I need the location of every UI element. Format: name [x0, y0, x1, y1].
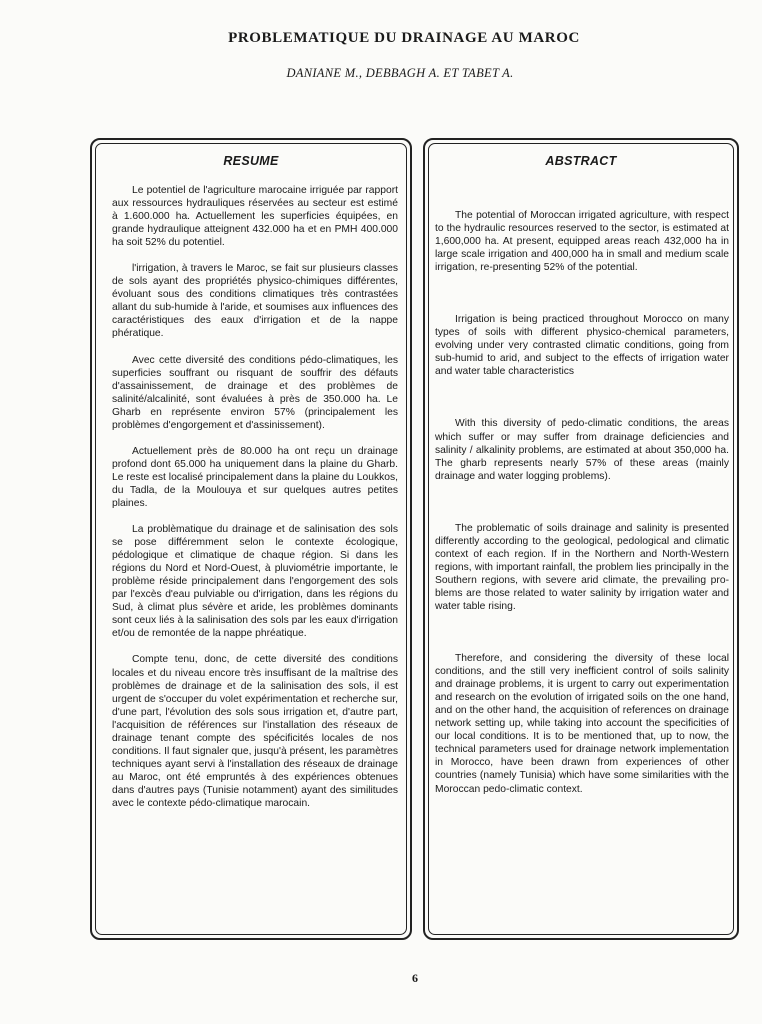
resume-paragraph: Compte tenu, donc, de cette diversité des conditions locales et du niveau encore très insuffisant de la maîtrise des problèmes de drainage et de la salinisation des sols, il est urgent de s'occuper du volet expérimentation et recherche sur, d'une part, l'évolution des sols sous irrigation et, d'autre part, l'acquisition de références sur l'installation des réseaux de drainage tenant compte des spécificités locales de nos conditions. Il faut signaler que, jusqu'à présent, les paramètres techniques ayant servi à l'installation des réseaux de drainage au Maroc, ont été empruntés à des expériences obtenues dans d'autres pays (Tunisie notamment) ayant des similitudes avec le contexte pédo-climatique marocain. [112, 654, 398, 809]
paper-title: PROBLEMATIQUE DU DRAINAGE AU MAROC [228, 30, 580, 46]
resume-paragraph: Le potentiel de l'agriculture marocaine irriguée par rapport aux ressources hydrauliques réservées au secteur est estimé à 1.600.000 ha. Actuellement les superficies équipées, en grande hydraulique atteignent 432.000 ha et en PMH 400.000 ha soit 52% du potentiel. [112, 185, 398, 249]
abstract-paragraph: The potential of Moroccan irrigated agriculture, with respect to the hydraulic resources reserved to the sector, is estimated at 1,600,000 ha. At present, equipped areas reach 432,000 ha in large scale irrigation and 400,000 ha in small and medium scale irrigation, re-presenting 52% of the potential. [435, 210, 729, 274]
resume-paragraph: La problèmatique du drainage et de salinisation des sols se pose différemment selon le contexte écologique, pédologique et climatique de chaque région. Si dans les régions du Nord et Nord-Ouest, à pluviométrie importante, le problème réside principalement dans l'engorgement des sols par l'excès d'eau pulviable ou d'irrigation, dans les régions du Sud, à climat plus sévère et aride, les problèmes dominants sont ceux liés à la salinisation des sols par les eaux d'irrigation et/ou de remontée de la nappe phréatique. [112, 524, 398, 640]
abstract-panel-inner [428, 143, 734, 935]
resume-body [96, 170, 406, 810]
abstract-panel [423, 138, 739, 940]
abstract-heading: ABSTRACT [545, 154, 617, 168]
resume-paragraph: Avec cette diversité des conditions pédo-climatiques, les superficies souffrant ou risquant de souffrir des défauts d'assainissement, de drainage et des problèmes de salinité/alcalinité, sont évaluées à près de 350.000 ha. Le Gharb en représente environ 57% (principalement les problèmes d'engorgement et d'assinissement). [112, 354, 398, 431]
resume-paragraph: Actuellement près de 80.000 ha ont reçu un drainage profond dont 65.000 ha uniquement dans la plaine du Gharb. Le reste est localisé principalement dans la plaine du Loukkos, du Tadla, de la Moulouya et sur quelques autres petites plaines. [112, 445, 398, 509]
abstract-paragraph: Irrigation is being practiced throughout Morocco on many types of soils with different physico-chemical parameters, evolving under very contrasted climatic conditions, going from sub-humid to arid, and subject to the effects of irrigation water and water table characteristics [435, 314, 729, 378]
resume-panel [90, 138, 412, 940]
abstract-body [429, 170, 733, 796]
page-number: 6 [412, 971, 418, 985]
abstract-paragraph: The problematic of soils drainage and salinity is presented differently according to the geological, pedological and climatic context of each region. If in the Northern and North-Western regions, with important rainfall, the problem lies principally in the Southern regions, with severe arid climate, the prevailing problems are those related to water salinity by irrigation water and water table rising. [435, 522, 729, 612]
resume-panel-inner [95, 143, 407, 935]
abstract-paragraph: With this diversity of pedo-climatic conditions, the areas which suffer or may suffer from drainage deficiencies and salinity / alkalinity problems, are estimated at about 350,000 ha. The gharb represents nearly 57% of these areas (mainly drainage and water logging problems). [435, 418, 729, 482]
paper-authors: DANIANE M., DEBBAGH A. ET TABET A. [286, 66, 514, 80]
abstract-paragraph: Therefore, and considering the diversity of these local conditions, and the still very inefficient control of soils salinity and drainage problems, it is urgent to carry out experimentation and research on the evolution of irrigated soils on the one hand, and on the other hand, the acquisition of references on drainage network setting up, while taking into account the specificities of our local conditions. It is to be mentioned that, up to now, the technical parameters used for drainage network implementation in Morocco, have been drawn from experiences of other countries (namely Tunisia) which have some similarities with the Moroccan pedo-climatic context. [435, 653, 729, 795]
resume-heading: RESUME [223, 154, 279, 168]
resume-paragraph: l'irrigation, à travers le Maroc, se fait sur plusieurs classes de sols ayant des propriétés physico-chimiques différentes, évoluant sous des conditions climatiques très contrastées allant du sub-humide à l'aride, et soumises aux influences des caractéristiques des eaux d'irrigation et de la nappe phératique. [112, 263, 398, 340]
